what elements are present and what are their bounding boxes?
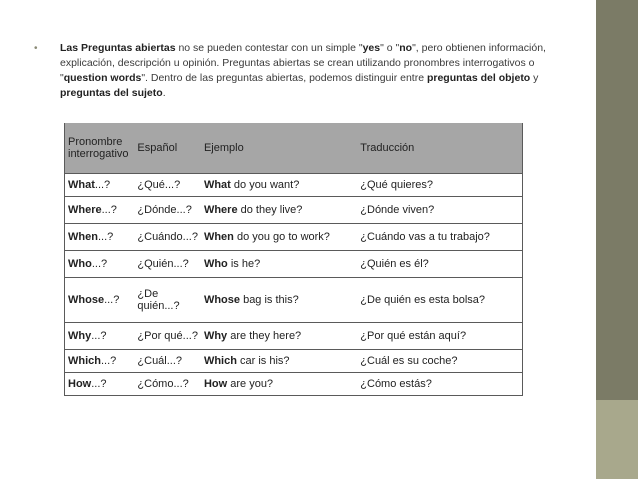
ejemplo-rest: are they here? [227, 329, 302, 342]
ejemplo-keyword: When [203, 230, 234, 243]
ejemplo-rest: do you want? [230, 178, 300, 191]
ejemplo-rest: do they live? [237, 203, 303, 216]
table-row [65, 250, 523, 277]
ejemplo-rest: is he? [227, 257, 261, 270]
table-row [65, 223, 523, 250]
table-row [65, 349, 523, 372]
pronombre-word: Which [68, 354, 101, 367]
pronombre-suffix: ...? [104, 293, 120, 306]
pronombre-suffix: ...? [101, 203, 117, 216]
cell-ejemplo [201, 372, 357, 395]
intro-run: ", pero obtienen información, explicación, descripción u opinión. Preguntas abiertas se crean utilizando pronombres interrogativos o " [60, 42, 546, 84]
pronombre-word: What [68, 178, 95, 191]
pronombre-word: How [68, 377, 92, 390]
ejemplo-rest: bag is this? [240, 293, 299, 306]
pronombre-word: Why [68, 329, 92, 342]
table-row [65, 196, 523, 223]
ejemplo-keyword: What [203, 178, 231, 191]
ejemplo-rest: car is his? [236, 354, 290, 367]
pronombre-word: Who [68, 257, 92, 270]
pronombre-word: Where [68, 203, 102, 216]
intro-bold-run: yes [362, 42, 381, 54]
ejemplo-keyword: Where [203, 203, 238, 216]
intro-paragraph [34, 41, 574, 101]
cell-espanol: ¿De quién...? [134, 277, 201, 322]
intro-bold-run: Las Preguntas abiertas [60, 42, 176, 54]
cell-pronombre [65, 223, 135, 250]
table-row [65, 277, 523, 322]
table-row [65, 173, 523, 196]
cell-pronombre [65, 173, 135, 196]
cell-ejemplo [201, 173, 357, 196]
table-row [65, 372, 523, 395]
cell-pronombre [65, 372, 135, 395]
cell-espanol: ¿Dónde...? [134, 196, 201, 223]
intro-run: ". Dentro de las preguntas abiertas, podemos distinguir entre [141, 72, 427, 84]
pronombre-suffix: ...? [91, 257, 108, 270]
cell-traduccion: ¿Cuál es su coche? [357, 349, 522, 372]
cell-ejemplo [201, 196, 357, 223]
cell-traduccion: ¿De quién es esta bolsa? [357, 277, 522, 322]
cell-espanol: ¿Cómo...? [134, 372, 201, 395]
intro-bold-run: question words [63, 72, 142, 84]
cell-traduccion: ¿Qué quieres? [357, 173, 522, 196]
pronombre-word: Whose [68, 293, 105, 306]
ejemplo-keyword: Why [203, 329, 228, 342]
ejemplo-keyword: Whose [203, 293, 241, 306]
cell-espanol: ¿Quién...? [134, 250, 201, 277]
ejemplo-keyword: How [203, 377, 228, 390]
pronombre-suffix: ...? [101, 354, 117, 367]
cell-ejemplo [201, 322, 357, 349]
intro-bold-run: preguntas del sujeto [60, 87, 163, 99]
pronombre-suffix: ...? [94, 178, 111, 191]
cell-ejemplo [201, 349, 357, 372]
cell-pronombre [65, 349, 135, 372]
intro-run: y [530, 72, 539, 84]
pronombre-suffix: ...? [91, 377, 107, 390]
cell-ejemplo [201, 223, 357, 250]
cell-ejemplo [201, 277, 357, 322]
intro-run: no se pueden contestar con un simple " [175, 42, 363, 54]
cell-traduccion: ¿Quién es él? [357, 250, 522, 277]
cell-espanol: ¿Cuándo...? [134, 223, 201, 250]
cell-traduccion: ¿Por qué están aquí? [357, 322, 522, 349]
cell-espanol: ¿Qué...? [134, 173, 201, 196]
pronombre-suffix: ...? [97, 230, 114, 243]
intro-bold-run: preguntas del objeto [426, 72, 531, 84]
intro-text [60, 41, 574, 101]
cell-ejemplo [201, 250, 357, 277]
ejemplo-rest: do you go to work? [233, 230, 330, 243]
pronombre-suffix: ...? [91, 329, 107, 342]
cell-traduccion: ¿Cuándo vas a tu trabajo? [357, 223, 522, 250]
bullet-marker: • [34, 43, 38, 54]
cell-pronombre [65, 322, 135, 349]
slide-side-accent [596, 400, 638, 479]
cell-espanol: ¿Por qué...? [134, 322, 201, 349]
cell-traduccion: ¿Dónde viven? [357, 196, 522, 223]
pronombre-word: When [68, 230, 98, 243]
cell-pronombre [65, 250, 135, 277]
question-words-table [64, 123, 523, 396]
ejemplo-keyword: Which [203, 354, 237, 367]
table-header-row [65, 123, 523, 173]
ejemplo-rest: are you? [227, 377, 274, 390]
cell-pronombre [65, 196, 135, 223]
intro-run: . [162, 87, 166, 99]
header-espanol: Español [134, 123, 201, 173]
cell-espanol: ¿Cuál...? [134, 349, 201, 372]
header-ejemplo: Ejemplo [201, 123, 357, 173]
table-body [65, 173, 523, 395]
intro-run: " o " [380, 42, 400, 54]
cell-pronombre [65, 277, 135, 322]
intro-bold-run: no [399, 42, 413, 54]
header-traduccion: Traducción [357, 123, 522, 173]
ejemplo-keyword: Who [203, 257, 228, 270]
table-row [65, 322, 523, 349]
header-pronombre: Pronombre interrogativo [65, 123, 135, 173]
cell-traduccion: ¿Cómo estás? [357, 372, 522, 395]
